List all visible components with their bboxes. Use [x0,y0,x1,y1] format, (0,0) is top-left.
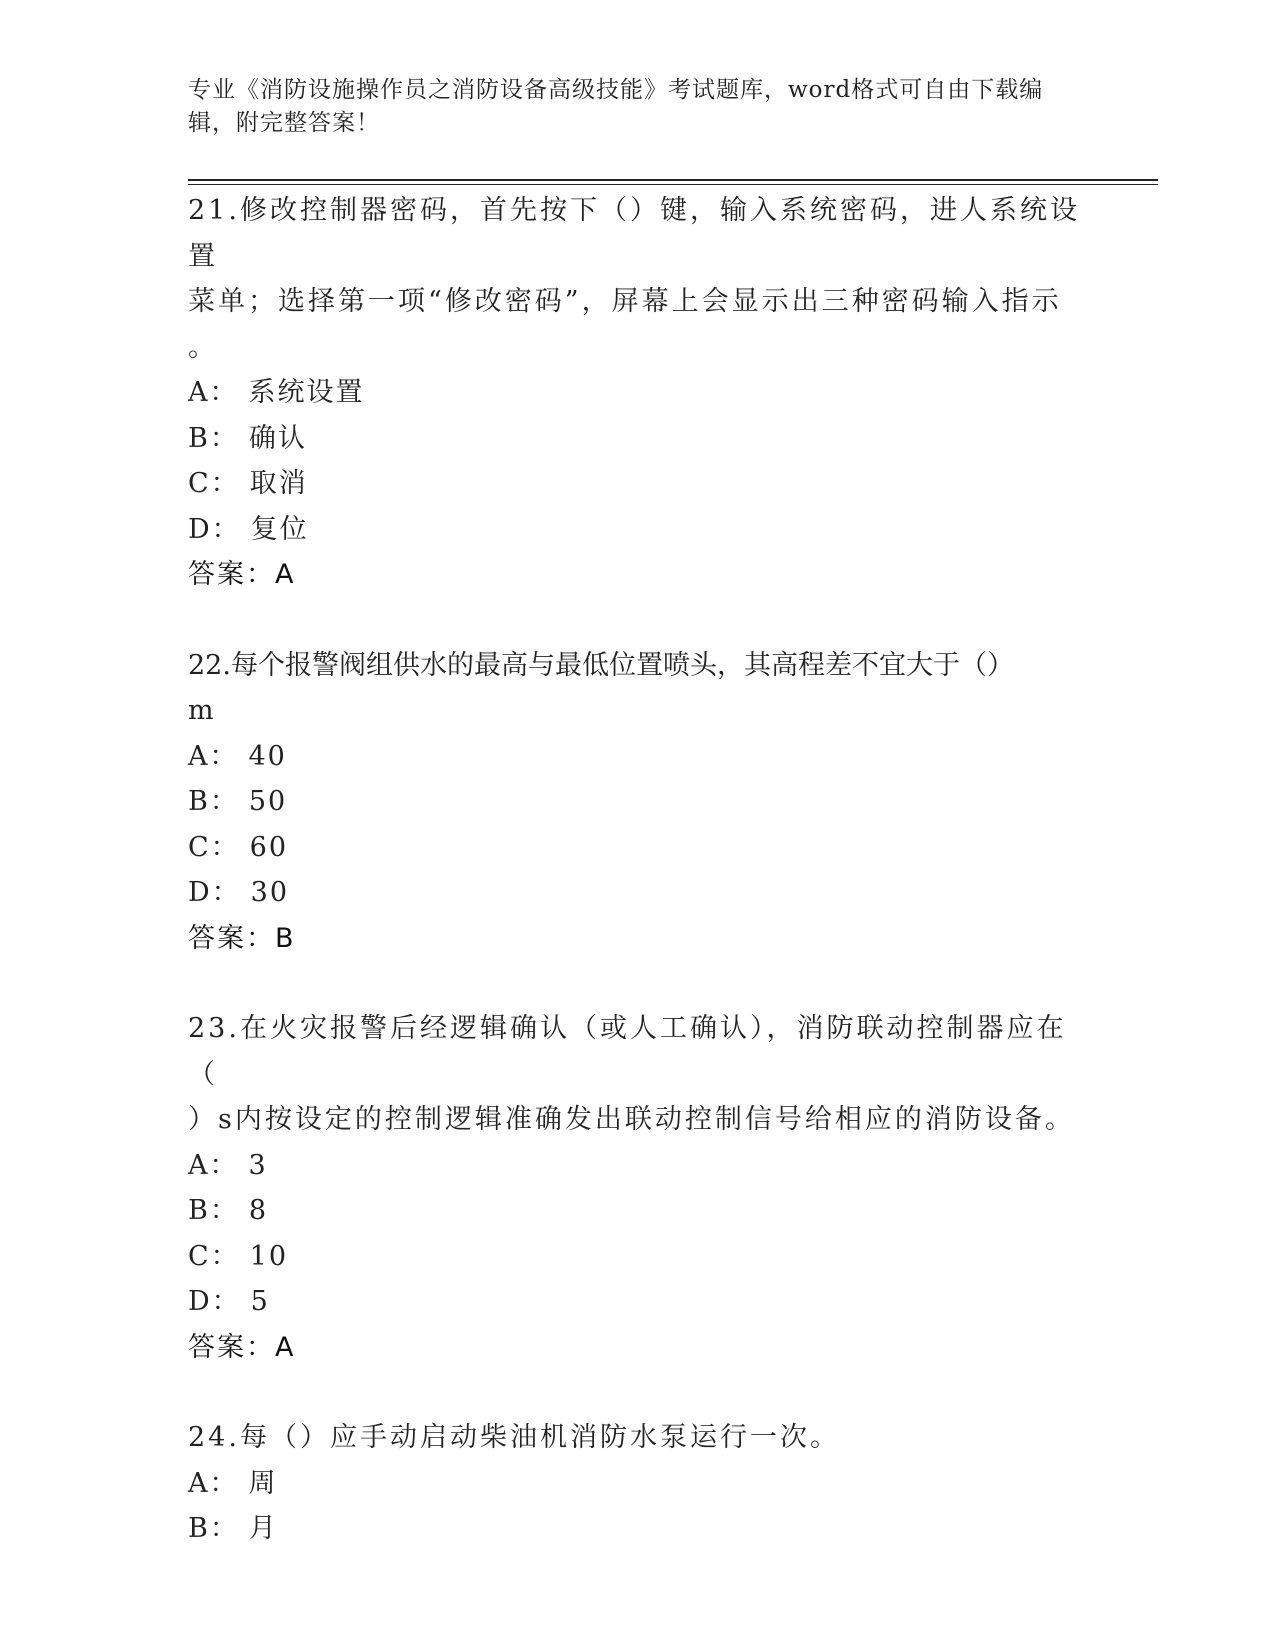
option-d [188,507,1088,553]
option-key: C [188,468,211,499]
option-text: 系统设置 [248,377,365,408]
option-c [188,825,1088,871]
option-key: B [188,1195,210,1226]
option-text: 50 [248,786,288,817]
option-separator: ： [210,468,240,499]
option-b [188,1188,1088,1234]
option-key: D [188,513,212,545]
question-line: ）s内按设定的控制逻辑准确发出联动控制信号给相应的消防设备。 [188,1104,1075,1135]
option-text: 月 [248,1513,278,1544]
question-line: 21.修改控制器密码，首先按下（）键，输入系统密码，进人系统设置 [188,195,1080,272]
option-separator: ： [209,786,239,817]
option-key: A [188,740,210,772]
answer-line: 答案：B [188,922,296,954]
option-c [188,1234,1088,1280]
answer-line: 答案：A [188,1331,296,1363]
question-line: 菜单；选择第一项“修改密码”，屏幕上会显示出三种密码输入指示 [188,286,1062,317]
question-line: 。 [188,331,218,363]
option-a [188,370,1088,416]
question-text [188,188,1088,370]
option-separator: ： [209,1467,239,1499]
option-a [188,1143,1088,1189]
question-line: m [188,695,214,726]
option-text: 5 [250,1286,270,1317]
option-separator: ： [209,740,239,772]
option-text: 周 [248,1467,278,1499]
question-text [188,1415,1088,1461]
question-text [188,643,1088,734]
option-key: C [188,1240,211,1272]
option-separator: ： [211,877,241,908]
option-text: 取消 [249,468,308,499]
question-line: 22.每个报警阀组供水的最高与最低位置喷头，其高程差不宜大于（） [188,649,1014,681]
question-text [188,1006,1088,1143]
option-b [188,779,1088,825]
document-header [188,74,1088,140]
option-key: A [188,1467,210,1499]
option-separator: ： [211,513,241,545]
option-b [188,416,1088,462]
option-a [188,734,1088,780]
option-c [188,461,1088,507]
option-text: 复位 [250,513,309,545]
option-d [188,870,1088,916]
option-key: B [188,786,210,817]
option-key: B [188,1513,210,1544]
option-separator: ： [209,1149,239,1181]
option-separator: ： [210,831,240,863]
question-21 [188,188,1088,598]
question-line: 24.每（）应手动启动柴油机消防水泵运行一次。 [188,1422,840,1453]
option-key: B [188,422,210,454]
header-line-1: 专业《消防设施操作员之消防设备高级技能》考试题库，word格式可自由下载编 [188,77,1044,103]
option-text: 确认 [248,422,307,454]
option-text: 8 [248,1195,269,1226]
option-d [188,1279,1088,1325]
question-22 [188,643,1088,962]
option-key: D [188,1286,212,1317]
answer-line: 答案：A [188,559,296,590]
option-text: 40 [248,740,287,772]
option-separator: ： [209,1513,239,1544]
option-separator: ： [209,1195,239,1226]
option-key: C [188,831,211,863]
option-separator: ： [209,377,239,408]
option-text: 10 [249,1240,289,1272]
option-separator: ： [210,1240,240,1272]
question-list [188,188,1088,1552]
question-23 [188,1006,1088,1370]
question-24 [188,1415,1088,1552]
header-line-2: 辑，附完整答案！ [188,110,380,136]
option-separator: ： [209,422,239,454]
option-key: A [188,1149,210,1181]
option-text: 3 [248,1149,268,1181]
option-key: A [188,377,210,408]
option-a [188,1461,1088,1507]
header-divider-thin [188,184,1158,185]
option-b [188,1506,1088,1552]
header-divider-thick [188,179,1158,181]
option-text: 60 [249,831,289,863]
option-separator: ： [211,1286,241,1317]
option-text: 30 [250,877,290,908]
question-line: 23.在火灾报警后经逻辑确认（或人工确认），消防联动控制器应在（ [188,1013,1067,1090]
option-key: D [188,877,212,908]
